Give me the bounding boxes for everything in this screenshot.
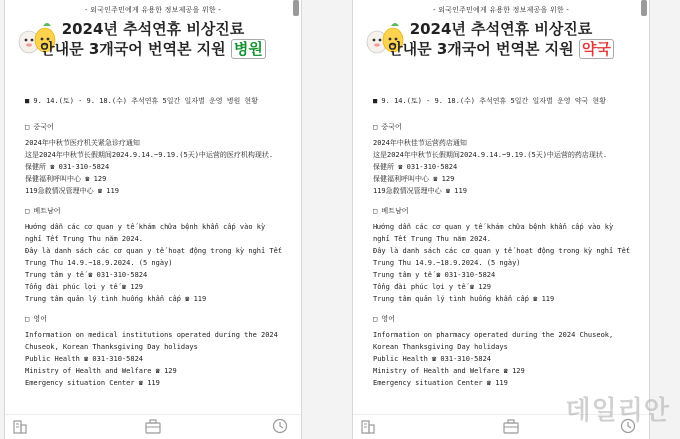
chinese-line: 2024年中秋佳节运营药店通知 xyxy=(373,139,467,147)
schedule-bullet: ■ 9. 14.(토) - 9. 18.(수) 추석연휴 5일간 일자별 운영 약국 현황 xyxy=(373,97,606,105)
title-line2-prefix: 안내문 3개국어 번역본 지원 xyxy=(40,40,231,58)
title-line2-prefix: 안내문 3개국어 번역본 지원 xyxy=(388,40,579,58)
english-line: Information on medical institutions operated during the 2024 xyxy=(25,331,278,339)
notice-body xyxy=(373,95,641,389)
briefcase-icon[interactable] xyxy=(502,417,520,435)
vietnamese-line: Hướng dẫn các cơ quan y tế khám chữa bệnh khẩn cấp vào kỳ xyxy=(373,223,614,231)
chinese-header: □ 중국어 xyxy=(25,123,54,131)
chinese-line: 这是2024年中秋节长假期间2024.9.14.~9.19.(5天)中运营的药店现状. xyxy=(373,151,608,159)
watermark: 데일리안 xyxy=(565,396,670,426)
building-icon[interactable] xyxy=(11,417,29,435)
title-line1: 2024년 추석연휴 비상진료 xyxy=(61,20,245,38)
vietnamese-line: Đây là danh sách các cơ quan y tế hoạt động trong kỳ nghỉ Tết xyxy=(25,247,283,255)
vietnamese-line: Trung tâm quản lý tình huống khẩn cấp ☎ 119 xyxy=(373,295,555,303)
english-line: Public Health ☎ 031-310-5824 xyxy=(25,355,144,363)
clock-icon[interactable] xyxy=(271,417,289,435)
chinese-header: □ 중국어 xyxy=(373,123,402,131)
vietnamese-line: Tổng đài phúc lợi y tế ☎ 129 xyxy=(25,283,144,291)
english-line: Chuseok, Korean Thanksgiving Day holidays xyxy=(25,343,198,351)
chinese-line: 这是2024年中秋节长假期间2024.9.14.~9.19.(5天)中运营的医疗机构现状. xyxy=(25,151,274,159)
vietnamese-line: Trung tâm y tế ☎ 031-310-5824 xyxy=(373,271,496,279)
vietnamese-line: Hướng dẫn các cơ quan y tế khám chữa bệnh khẩn cấp vào kỳ xyxy=(25,223,266,231)
chinese-line: 2024年中秋节医疗机关紧急诊疗通知 xyxy=(25,139,140,147)
bottom-toolbar xyxy=(5,414,301,439)
hospital-notice-panel xyxy=(4,0,302,439)
english-line: Emergency situation Center ☎ 119 xyxy=(25,379,160,387)
schedule-bullet: ■ 9. 14.(토) - 9. 18.(수) 추석연휴 5일간 일자별 운영 병원 현황 xyxy=(25,97,258,105)
vietnamese-line: Trung tâm y tế ☎ 031-310-5824 xyxy=(25,271,148,279)
briefcase-icon[interactable] xyxy=(144,417,162,435)
english-line: Ministry of Health and Welfare ☎ 129 xyxy=(373,367,525,375)
vietnamese-line: nghỉ Tết Trung Thu năm 2024. xyxy=(25,235,144,243)
subtitle: - 외국인주민에게 유용한 정보제공을 위한 - xyxy=(433,6,569,14)
chinese-line: 119急救情况管理中心 ☎ 119 xyxy=(373,187,467,195)
vietnamese-header: □ 베트남어 xyxy=(373,207,409,215)
english-line: Public Health ☎ 031-310-5824 xyxy=(373,355,492,363)
title-line2 xyxy=(5,38,301,59)
title-line1: 2024년 추석연휴 비상진료 xyxy=(409,20,593,38)
chinese-line: 保健福利呼叫中心 ☎ 129 xyxy=(373,175,455,183)
title-accent-pharmacy: 약국 xyxy=(579,39,614,59)
vietnamese-line: nghỉ Tết Trung Thu năm 2024. xyxy=(373,235,492,243)
title-accent-hospital: 병원 xyxy=(231,39,266,59)
title-line2 xyxy=(353,38,649,59)
subtitle: - 외국인주민에게 유용한 정보제공을 위한 - xyxy=(85,6,221,14)
chinese-line: 保健所 ☎ 031-310-5824 xyxy=(25,163,110,171)
notice-body xyxy=(25,95,293,389)
english-line: Ministry of Health and Welfare ☎ 129 xyxy=(25,367,177,375)
vietnamese-line: Tổng đài phúc lợi y tế ☎ 129 xyxy=(373,283,492,291)
pharmacy-notice-panel xyxy=(352,0,650,439)
chinese-line: 保健福利呼叫中心 ☎ 129 xyxy=(25,175,107,183)
english-header: □ 영어 xyxy=(373,315,395,323)
english-header: □ 영어 xyxy=(25,315,47,323)
english-line: Korean Thanksgiving Day holidays xyxy=(373,343,508,351)
vietnamese-header: □ 베트남어 xyxy=(25,207,61,215)
vietnamese-line: Trung Thu 14.9.~18.9.2024. (5 ngày) xyxy=(25,259,173,267)
english-line: Information on pharmacy operated during the 2024 Chuseok, xyxy=(373,331,614,339)
chinese-line: 119急救情况管理中心 ☎ 119 xyxy=(25,187,119,195)
english-line: Emergency situation Center ☎ 119 xyxy=(373,379,508,387)
building-icon[interactable] xyxy=(359,417,377,435)
vietnamese-line: Đây là danh sách các cơ quan y tế hoạt động trong kỳ nghỉ Tết xyxy=(373,247,631,255)
vietnamese-line: Trung tâm quản lý tình huống khẩn cấp ☎ 119 xyxy=(25,295,207,303)
vietnamese-line: Trung Thu 14.9.~18.9.2024. (5 ngày) xyxy=(373,259,521,267)
chinese-line: 保健所 ☎ 031-310-5824 xyxy=(373,163,458,171)
